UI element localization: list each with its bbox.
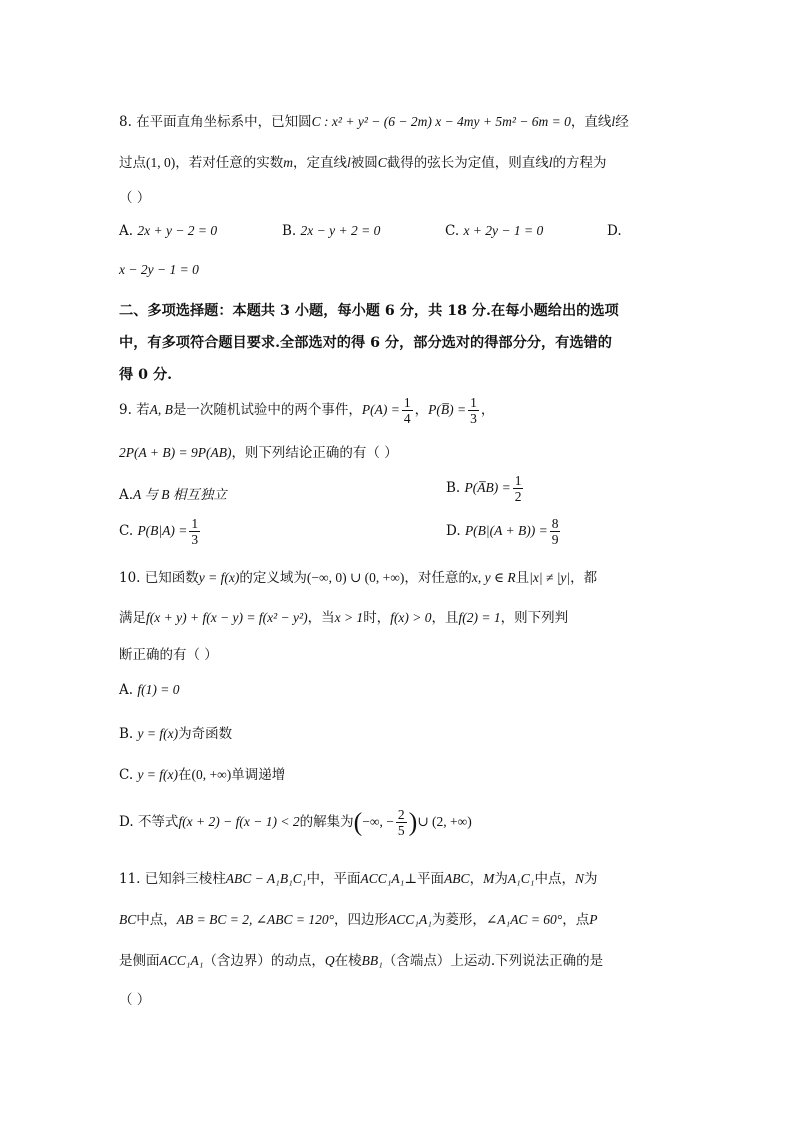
q11-line-1: 11. 已知斜三棱柱ABC − A₁B₁C₁中，平面ACC₁A₁⊥平面ABC，M为A₁C₁中点，N为 [119, 871, 598, 887]
q8-var-l: l [347, 155, 351, 170]
q8-text: 被圆 [350, 155, 378, 171]
q8-var-m: m [283, 155, 293, 170]
q9-fraction: $\frac{1}{3}$ [470, 394, 477, 426]
q9-text: 是一次随机试验中的两个事件， [172, 402, 362, 418]
q11-line-2: BC中点，AB = BC = 2, ∠ABC = 120°，四边形ACC₁A₁为菱形，∠A₁AC = 60°，点P [119, 912, 598, 928]
section2-header-line-2: 中，有多项符合题目要求.全部选对的得 6 分，部分选对的得部分分，有选错的 [119, 335, 612, 351]
q10-line-3: 断正确的有（ ） [119, 647, 218, 663]
q8-line-3: （ ） [119, 190, 151, 206]
q8-text: 8. 在平面直角坐标系中，已知圆 [119, 114, 312, 130]
q9-option-d: D. P(B|(A + B)) = $\frac{8}{9}$ [446, 515, 559, 547]
q10-line-2: 满足f(x + y) + f(x − y) = f(x² − y²)，当x > 1时，f(x) > 0，且f(2) = 1，则下列判 [119, 610, 569, 626]
q11-line-4: （ ） [119, 992, 151, 1008]
q10-option-d: D. 不等式f(x + 2) − f(x − 1) < 2的解集为(−∞, − $\frac{2}{5}$ )∪ (2, +∞) [119, 806, 472, 838]
q9-option-a: A.A 与 B 相互独立 [119, 487, 227, 503]
q9-line-2 [119, 441, 398, 461]
q11-prism: ABC − A₁B₁C₁ [225, 871, 307, 886]
q8-text: 的方程为 [552, 155, 607, 171]
q8-option-b: B. 2x − y + 2 = 0 [282, 223, 381, 239]
q8-options [119, 223, 719, 239]
q8-line-1 [119, 110, 629, 130]
q10-function: y = f(x) [198, 570, 240, 585]
q11-line-3: 是侧面ACC₁A₁（含边界）的动点，Q在棱BB₁（含端点）上运动.下列说法正确的是 [119, 953, 604, 969]
q8-option-c: C. x + 2y − 1 = 0 [445, 223, 544, 239]
q8-var-C: C [377, 155, 387, 170]
q9-option-c: C. P(B|A) = $\frac{1}{3}$ [119, 515, 199, 547]
q10-option-a: A. f(1) = 0 [119, 682, 180, 698]
q9-option-b: B. P(A̅B) = $\frac{1}{2}$ [446, 472, 522, 504]
q8-var-l: l [548, 155, 553, 170]
section2-header-line-1: 二、多项选择题：本题共 3 小题，每小题 6 分，共 18 分.在每小题给出的选项 [119, 303, 619, 319]
q9-text: ，则下列结论正确的有（ ） [231, 445, 398, 461]
q9-line-1: 9. 若A, B是一次随机试验中的两个事件，P(A) = $\frac{1}{4}$ ，P(B̅) = $\frac{1}{3}$ ， [119, 394, 495, 426]
q8-option-d-math: x − 2y − 1 = 0 [119, 262, 199, 277]
q8-text: 截得的弦长为定值，则直线 [386, 155, 549, 171]
q9-text: 9. 若 [119, 402, 150, 418]
q9-prob-a: P(A) = [361, 402, 400, 417]
q10-functional-equation: f(x + y) + f(x − y) = f(x² − y²) [146, 610, 308, 625]
q8-line-2 [119, 151, 607, 171]
q10-option-c: C. y = f(x)在(0, +∞)单调递增 [119, 767, 286, 783]
q8-circle-equation: C : x² + y² − (6 − 2m) x − 4my + 5m² − 6m = 0 [311, 114, 571, 129]
q8-text: 过点 [119, 155, 146, 171]
q8-text: ，直线 [570, 114, 612, 130]
q9-fraction: $\frac{1}{4}$ [403, 394, 411, 426]
q8-text: ，若对任意的实数 [175, 155, 284, 171]
section2-header-line-3: 得 0 分. [119, 367, 173, 383]
q8-option-a: A. 2x + y − 2 = 0 [119, 223, 218, 239]
q8-var-l: l [611, 114, 616, 129]
q9-events: A, B [149, 402, 173, 417]
q10-line-1: 10. 已知函数y = f(x)的定义域为(−∞, 0) ∪ (0, +∞)，对任意的x, y ∈ R且|x| ≠ |y|，都 [119, 570, 598, 586]
q8-text: 经 [615, 114, 629, 130]
q9-prob-b-complement: P(B̅) = [428, 402, 467, 417]
q8-option-d: D. [607, 223, 622, 239]
q8-text: ，定直线 [293, 155, 347, 171]
q10-option-b: B. y = f(x)为奇函数 [119, 726, 233, 742]
q9-condition: 2P(A + B) = 9P(AB) [119, 445, 232, 460]
q10-domain: (−∞, 0) ∪ (0, +∞) [306, 570, 405, 585]
q8-point: (1, 0) [146, 155, 176, 170]
